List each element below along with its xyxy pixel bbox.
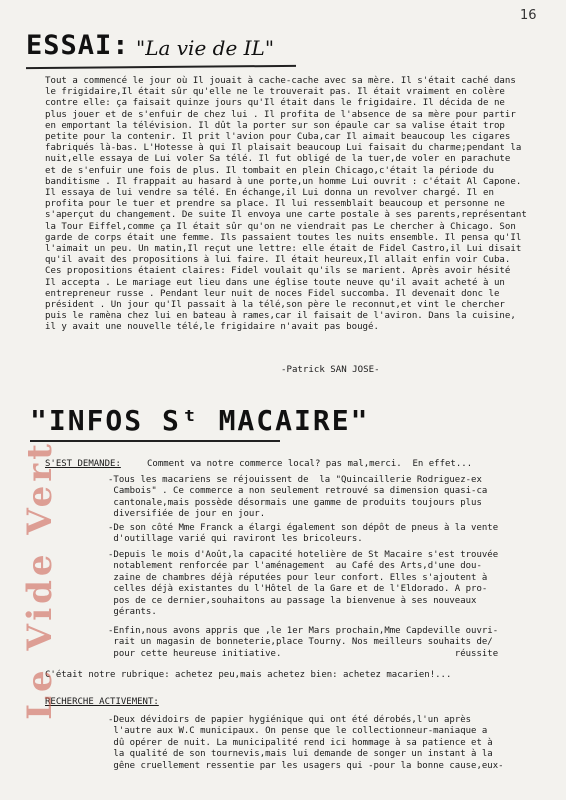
essai-line: Ces propositions étaient claires: Fidel voulait qu'ils se marient. Après avoir hésité: [45, 266, 511, 277]
infos-lead: Comment va notre commerce local? pas mal,merci. En effet...: [147, 459, 473, 469]
essai-line: et de s'enfuir une fois de plus. Il tombait en plein Chicago,c'était la période du: [45, 165, 494, 176]
essai-line: Il essaya de lui vendre sa télé. En échange,il Lui donna un revolver chargé. Il en: [45, 188, 494, 199]
section-label-recherche: RECHERCHE ACTIVEMENT:: [45, 697, 159, 707]
essai-line: puis le ramèna chez lui en bateau à rames,car il faisait de l'aviron. Dans la cuisine,: [45, 311, 516, 322]
essai-line: garde de corps était une femme. Ils passaient toutes les nuits ensemble. Il pensa qu'Il: [45, 232, 522, 243]
essai-line: Il accepta . Le mariage eut lieu dans une église toute neuve qu'il avait acheté à un: [45, 277, 505, 288]
watermark-stamp: Le Vide Vert: [20, 440, 60, 720]
essai-line: le frigidaire,Il était sûr qu'elle ne le trouverait pas. Il était vraiment en colère: [45, 87, 505, 98]
essai-line: Tout a commencé le jour où Il jouait à cache-cache avec sa mère. Il s'était caché dans: [45, 76, 516, 86]
essai-line: profita pour le tuer et prendre sa place. Il lui ressemblait beaucoup et personne ne: [45, 199, 505, 210]
title-underline: [26, 65, 296, 69]
essai-line: fabriqués là-bas. L'Hotesse à qui Il plaisait beaucoup Lui faisait du charme;pendant la: [45, 143, 522, 154]
essai-signature: -Patrick SAN JOSE-: [281, 365, 380, 375]
recherche-text: -Deux dévidoirs de papier hygiénique qui ont été dérobés,l'un après l'autre aux W.C municipaux. On pense que le collectionneur-maniaque a dû opérer de nuit. La municipalité rend ici hommage à sa patience et à la qualité de son tournevis,mais lui demande de songer un instant à la gêne cruellement ressentie par les usagers qui -pour la bonne cause,eux-: [108, 715, 504, 771]
essai-line: banditisme . Il frappait au hasard à une porte,un homme Lui ouvrit : c'était Al Capone.: [45, 176, 522, 187]
essai-line: entrepreneur russe . Pendant leur nuit de noces Fidel succomba. Il devenait donc le: [45, 288, 500, 299]
news-item-quincaillerie: -Tous les macariens se réjouissent de la "Quincaillerie Rodriguez-ex Cambois" . Ce commerce a non seulement retrouvé sa dimension quasi-ca cantonale,mais possède désormais une gamme de produits toujours plus diversifiée de jour en jour.: [108, 475, 488, 520]
page-number: 16: [520, 8, 537, 23]
news-item-pneus: -De son côté Mme Franck a élargi également son dépôt de pneus à la vente d'outillage varié qui raviront les bricoleurs.: [108, 523, 499, 545]
essai-title: ESSAI:: [26, 30, 130, 61]
section-label-demande: S'EST DEMANDE:: [45, 459, 121, 469]
essai-subtitle: "La vie de IL": [136, 36, 275, 60]
essai-body: [45, 76, 545, 334]
essai-line: nuit,elle essaya de Lui voler Sa télé. Il fut obligé de la tuer,de voler en parachute: [45, 154, 511, 165]
infos-title: "INFOS Sᵗ MACAIRE": [30, 404, 370, 437]
essai-line: la Tour Eiffel,comme ça Il était sûr qu'on ne viendrait pas Le chercher à Chicago. Son: [45, 221, 516, 232]
essai-line: en emportant la télévision. Il dût la porter sur son épaule car sa valise était trop: [45, 120, 505, 131]
news-item-bonneterie: -Enfin,nous avons appris que ,le 1er Mars prochain,Mme Capdeville ouvri- rait un magasin de bonneterie,place Tourny. Nos meilleurs souhaits de/ pour cette heureuse initiative. réussite: [108, 626, 499, 659]
infos-underline: [30, 440, 280, 442]
essai-line: l'aimait un peu. Un matin,Il reçut une lettre: elle était de Fidel Castro,il Lui disait: [45, 244, 522, 255]
essai-line: qu'il avait des propositions à lui faire. Il était heureux,Il allait enfin voir Cuba.: [45, 255, 511, 266]
essai-line: contre elle: ça faisait quinze jours qu'Il était dans le frigidaire. Il décida de ne: [45, 98, 505, 109]
essai-line: s'aperçut du changement. De suite Il envoya une carte postale à ses parents,représentant: [45, 210, 527, 221]
rubrique-closing: C'était notre rubrique: achetez peu,mais achetez bien: achetez macarien!...: [45, 670, 452, 680]
essai-line: plus jouer et de s'enfuir de chez lui . Il profita de l'absence de sa mère pour partir: [45, 109, 516, 120]
essai-line: il y avait une nouvelle télé,le frigidaire n'avait pas bougé.: [45, 322, 379, 333]
news-item-hotel: -Depuis le mois d'Août,la capacité hotelière de St Macaire s'est trouvée notablement renforcée par l'aménagement au Café des Arts,d'une dou- zaine de chambres déjà réputées pour leur confort. Elles s'ajoutent à celles déjà existantes du l'Hôtel de la Gare et de l'Eldorado. A pro- pos de ce dernier,souhaitons au passage la bienvenue à ses nouveaux gérants.: [108, 550, 499, 618]
essai-line: président . Un jour qu'Il passait à la télé,son père le reconnut,et vint le chercher: [45, 300, 505, 311]
essai-line: petite pour la contenir. Il prit l'avion pour Cuba,car Il aimait beaucoup les cigares: [45, 132, 511, 143]
